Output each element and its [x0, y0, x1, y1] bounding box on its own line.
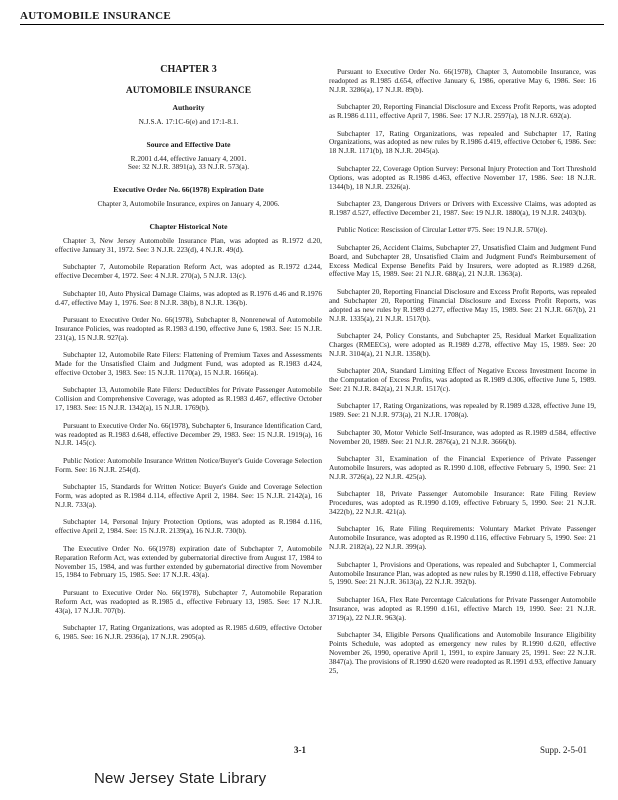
source-line-1: R.2001 d.44, effective January 4, 2001. — [130, 153, 247, 163]
history-paragraph: Chapter 3, New Jersey Automobile Insurance Plan, was adopted as R.1972 d.20, effective January 31, 1972. See: 3 N.J.R. 223(d), 4 N.J.R. 49(d). — [55, 236, 322, 254]
history-paragraph: Subchapter 23, Dangerous Drivers or Drivers with Excessive Claims, was adopted as R.1987 d.527, effective December 21, 1987. See: 19 N.J.R. 1880(a), 19 N.J.R. 2403(b). — [329, 198, 596, 217]
page-number: 3-1 — [294, 745, 306, 755]
history-paragraph: Subchapter 22, Coverage Option Survey: Personal Injury Protection and Tort Threshold Options, was adopted as R.1986 d.463, effective November 17, 1986. See: 18 N.J.R. 1344(b), 18 N.J.R. 2326(a). — [329, 163, 596, 191]
left-column — [55, 66, 322, 650]
history-paragraph: Subchapter 26, Accident Claims, Subchapter 27, Unsatisfied Claim and Judgment Fund Board, and Subchapter 28, Unsatisfied Claim and Judgment Fund's Reimbursement of Excess Medical Expense Benefits Paid by Insurers, were adopted as R.1989 d.268, effective May 15, 1989. See: 21 N.J.R. 688(a), 21 N.J.R. 1363(a). — [329, 242, 596, 279]
authority-heading: Authority — [172, 102, 205, 112]
left-paragraphs — [55, 237, 322, 642]
history-paragraph: The Executive Order No. 66(1978) expiration date of Subchapter 7, Automobile Reparation Reform Act, was extended by gubernatorial directive from August 17, 1984 to November 15, 1984, and was further extended by gubernatorial directive from November 15, 1984 to February 15, 1985. See: 17 N.J.R. 43(a). — [55, 543, 322, 580]
history-paragraph: Pursuant to Executive Order No. 66(1978), Subchapter 7, Automobile Reparation Reform Act, was readopted as R.1985 d., effective February 13, 1985. See: 17 N.J.R. 43(a), 17 N.J.R. 707(b). — [55, 587, 322, 615]
history-paragraph: Subchapter 12, Automobile Rate Filers: Flattening of Premium Taxes and Assessments Made for the Unsatisfied Claim and Judgment Fund, was adopted as R.1983 d.424, effective October 3, 1983. See: 15 N.J.R. 1170(a), 15 N.J.R. 1666(a). — [55, 350, 322, 378]
chapter-title: AUTOMOBILE INSURANCE — [125, 85, 252, 96]
history-paragraph: Subchapter 20, Reporting Financial Disclosure and Excess Profit Reports, was adopted as R.1986 d.111, effective April 7, 1986. See: 17 N.J.R. 2597(a), 18 N.J.R. 692(a). — [329, 102, 596, 121]
history-paragraph: Pursuant to Executive Order No. 66(1978), Subchapter 8, Nonrenewal of Automobile Insurance Policies, was readopted as R.1983 d.190, effective June 6, 1983. See: 15 N.J.R. 231(a), 15 N.J.R. 927(a). — [55, 315, 322, 342]
right-column — [329, 68, 596, 684]
history-paragraph: Subchapter 20A, Standard Limiting Effect of Negative Excess Investment Income in the Computation of Excess Profits, was adopted as R.1989 d.306, effective June 5, 1989. See: 21 N.J.R. 842(a), 21 N.J.R. 1517(c). — [329, 366, 596, 393]
history-paragraph: Subchapter 16A, Flex Rate Percentage Calculations for Private Passenger Automobile Insurance, was adopted as R.1990 d.161, effective March 19, 1990. See: 21 N.J.R. 3719(a), 22 N.J.R. 963(a). — [329, 594, 596, 622]
expiration-heading: Executive Order No. 66(1978) Expiration Date — [113, 185, 264, 195]
history-paragraph: Subchapter 17, Rating Organizations, was repealed by R.1989 d.328, effective June 19, 1989. See: 21 N.J.R. 973(a), 21 N.J.R. 1708(a). — [329, 401, 596, 420]
source-line-2: See: 32 N.J.R. 3891(a), 33 N.J.R. 573(a). — [127, 162, 250, 172]
supplement-date: Supp. 2-5-01 — [540, 745, 587, 755]
running-header-title: AUTOMOBILE INSURANCE — [20, 10, 171, 22]
authority-text: N.J.S.A. 17:1C-6(e) and 17:1-8.1. — [138, 116, 239, 126]
history-paragraph: Subchapter 18, Private Passenger Automobile Insurance: Rate Filing Review Procedures, was adopted as R.1990 d.109, effective February 5, 1990. See: 21 N.J.R. 3422(b), 22 N.J.R. 421(a). — [329, 489, 596, 517]
history-paragraph: Subchapter 31, Examination of the Financial Experience of Private Passenger Automobile Insurers, was adopted as R.1990 d.108, effective February 5, 1990. See: 21 N.J.R. 3726(a), 22 N.J.R. 425(a). — [329, 454, 596, 481]
history-paragraph: Subchapter 13, Automobile Rate Filers: Deductibles for Private Passenger Automobile Collision and Comprehensive Coverage, was adopted as R.1983 d.467, effective October 17, 1983. See: 15 N.J.R. 1342(a), 15 N.J.R. 1769(b). — [55, 385, 322, 413]
history-paragraph: Subchapter 17, Rating Organizations, was repealed and Subchapter 17, Rating Organizations, was adopted as new rules by R.1986 d.419, effective October 6, 1986. See: 18 N.J.R. 1171(b), 18 N.J.R. 2045(a). — [329, 128, 596, 156]
library-stamp: New Jersey State Library — [94, 770, 267, 787]
history-paragraph: Subchapter 14, Personal Injury Protection Options, was adopted as R.1984 d.116, effective April 2, 1984. See: 15 N.J.R. 2139(a), 16 N.J.R. 730(b). — [55, 517, 322, 536]
history-paragraph: Subchapter 30, Motor Vehicle Self-Insurance, was adopted as R.1989 d.584, effective November 20, 1989. See: 21 N.J.R. 2876(a), 21 N.J.R. 3666(b). — [329, 427, 596, 446]
history-paragraph: Pursuant to Executive Order No. 66(1978), Subchapter 6, Insurance Identification Card, was readopted as R.1983 d.648, effective December 29, 1983. See: 15 N.J.R. 1919(a), 16 N.J.R. 145(c). — [55, 420, 322, 448]
history-paragraph: Public Notice: Rescission of Circular Letter #75. See: 19 N.J.R. 570(e). — [337, 225, 548, 235]
history-paragraph: Subchapter 7, Automobile Reparation Reform Act, was adopted as R.1972 d.244, effective December 4, 1972. See: 4 N.J.R. 270(a), 5 N.J.R. 13(c). — [55, 262, 322, 281]
history-paragraph: Subchapter 16, Rate Filing Requirements: Voluntary Market Private Passenger Automobile Insurance, was adopted as R.1990 d.116, effective February 5, 1990. See: 21 N.J.R. 2182(a), 22 N.J.R. 399(a). — [329, 524, 596, 552]
history-paragraph: Pursuant to Executive Order No. 66(1978), Chapter 3, Automobile Insurance, was readopted as R.1985 d.654, effective January 6, 1986, operative May 6, 1986. See: 16 N.J.R. 3286(a), 17 N.J.R. 89(b). — [329, 67, 596, 94]
history-paragraph: Subchapter 20, Reporting Financial Disclosure and Excess Profit Reports, was repealed and Subchapter 20, Reporting Financial Disclosure and Excess Profit Reports, was adopted as new rules by R.1989 d.277, effective May 15, 1989. See: 21 N.J.R. 667(b), 21 N.J.R. 1335(a), 21 N.J.R. 1517(b). — [329, 286, 596, 323]
expiration-text: Chapter 3, Automobile Insurance, expires on January 4, 2006. — [97, 199, 280, 209]
history-paragraph: Subchapter 1, Provisions and Operations, was repealed and Subchapter 1, Commercial Automobile Insurance Plan, was adopted as new rules by R.1990 d.118, effective February 5, 1990. See: 21 N.J.R. 3613(a), 22 N.J.R. 392(b). — [329, 559, 596, 587]
source-heading: Source and Effective Date — [146, 139, 231, 149]
history-paragraph: Subchapter 10, Auto Physical Damage Claims, was adopted as R.1976 d.46 and R.1976 d.47, effective May 1, 1976. See: 8 N.J.R. 38(b), 8 N.J.R. 136(b). — [55, 288, 322, 307]
history-paragraph: Subchapter 24, Policy Constants, and Subchapter 25, Residual Market Equalization Charges (RMEECs), were adopted as R.1989 d.278, effective May 15, 1989. See: 20 N.J.R. 3104(a), 21 N.J.R. 1358(b). — [329, 330, 596, 358]
history-paragraph: Subchapter 15, Standards for Written Notice: Buyer's Guide and Coverage Selection Form, was adopted as R.1984 d.114, effective April 2, 1984. See: 15 N.J.R. 2142(a), 16 N.J.R. 733(a). — [55, 482, 322, 509]
running-header — [20, 6, 604, 25]
history-paragraph: Public Notice: Automobile Insurance Written Notice/Buyer's Guide Coverage Selection Form. See: 16 N.J.R. 254(d). — [55, 455, 322, 474]
history-paragraph: Subchapter 17, Rating Organizations, was adopted as R.1985 d.609, effective October 6, 1985. See: 16 N.J.R. 2936(a), 17 N.J.R. 2905(a). — [55, 623, 322, 641]
chapter-number: CHAPTER 3 — [160, 64, 217, 75]
history-paragraph: Subchapter 34, Eligible Persons Qualifications and Automobile Insurance Eligibility Points Schedule, was adopted as emergency new rules by R.1990 d.620, effective November 26, 1990, operative April 1, 1991, to expire January 25, 1991. See: 22 N.J.R. 3847(a). The provisions of R.1990 d.620 were readopted as R.1991 d.93, effective January 25, — [329, 630, 596, 675]
history-heading: Chapter Historical Note — [149, 222, 228, 232]
